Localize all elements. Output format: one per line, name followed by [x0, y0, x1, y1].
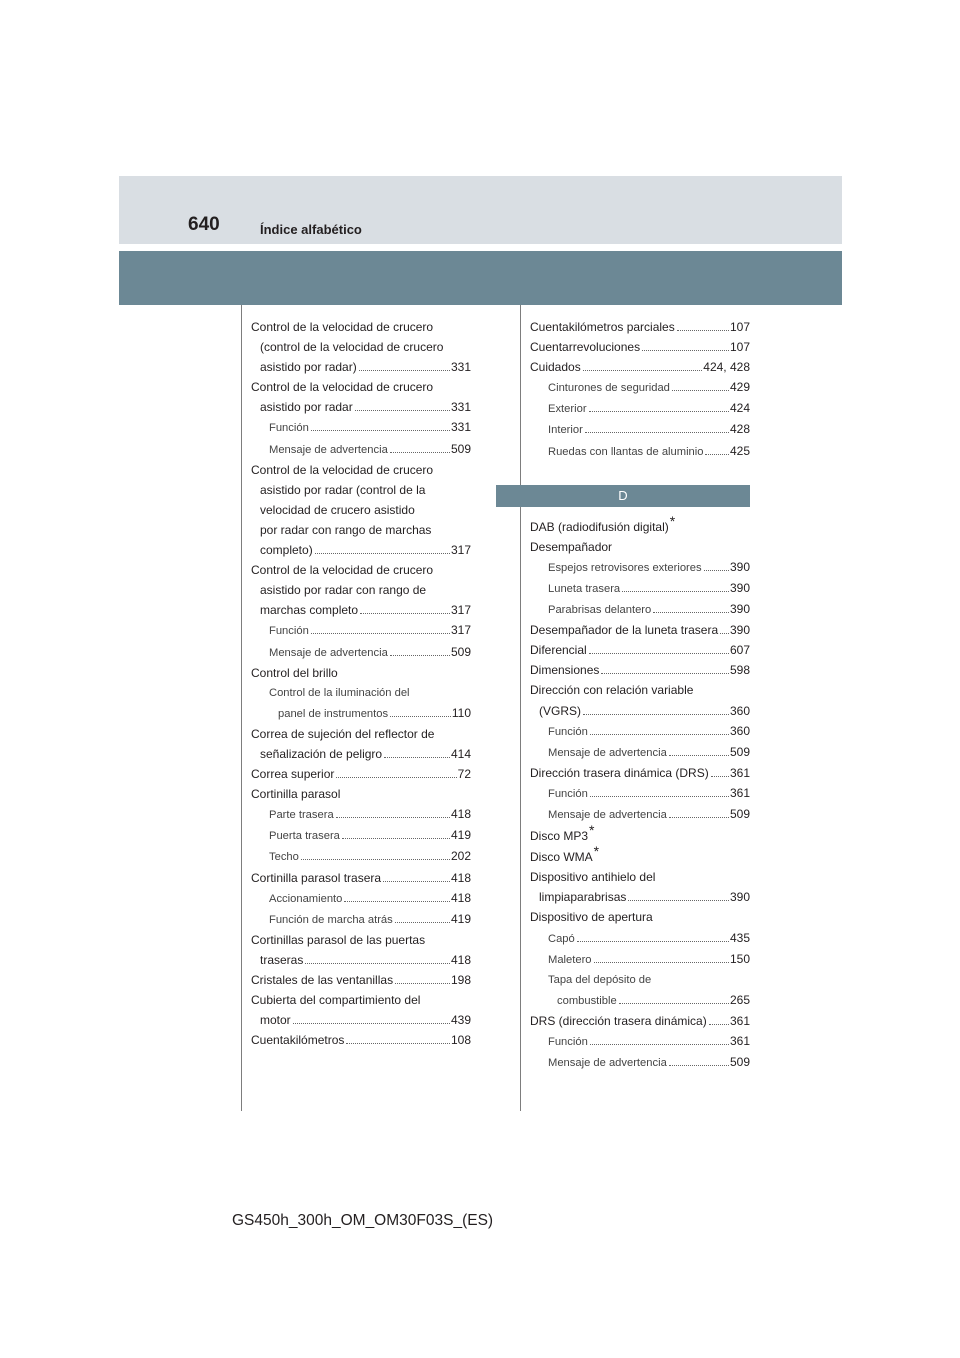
page-reference: 110	[451, 705, 471, 720]
index-subentry	[530, 377, 750, 398]
entry-text: Dispositivo de apertura	[530, 910, 653, 925]
entry-text: asistido por radar con rango de	[260, 583, 427, 598]
index-entry	[530, 843, 750, 867]
entry-text: completo)	[260, 543, 313, 558]
index-subentry	[530, 721, 750, 742]
entry-text: Cuentakilómetros	[251, 1033, 345, 1048]
dot-leader	[344, 901, 450, 902]
page-reference: 390	[729, 602, 750, 617]
entry-text: marchas completo	[260, 603, 359, 618]
page-reference: 317	[450, 603, 471, 618]
entry-text: DRS (dirección trasera dinámica)	[530, 1013, 707, 1028]
entry-text: traseras	[260, 952, 304, 967]
page-reference: 361	[729, 785, 750, 800]
page-reference: 317	[450, 543, 471, 558]
entry-text: Ruedas con llantas de aluminio	[548, 445, 704, 458]
page-reference: 429	[729, 380, 750, 395]
entry-text: Correa superior	[251, 767, 335, 782]
entry-text: asistido por radar)	[260, 360, 357, 375]
entry-text: Función de marcha atrás	[269, 913, 393, 926]
entry-text: Desempañador de la luneta trasera	[530, 623, 719, 638]
index-entry	[251, 784, 471, 804]
index-entry	[251, 1030, 471, 1050]
index-subentry	[251, 439, 471, 460]
dot-leader	[301, 859, 450, 860]
index-subentry	[251, 417, 471, 438]
page-reference: 331	[450, 420, 471, 435]
entry-text: velocidad de crucero asistido	[260, 502, 415, 517]
entry-text: Función	[548, 787, 588, 800]
dot-leader	[704, 570, 729, 571]
dot-leader	[590, 734, 729, 735]
page-reference: 418	[450, 890, 471, 905]
entry-text: Control de la velocidad de crucero	[251, 462, 434, 477]
index-entry	[530, 907, 750, 927]
dot-leader	[355, 410, 450, 411]
index-subentry	[530, 599, 750, 620]
page-reference: 265	[729, 992, 750, 1007]
entry-text: Mensaje de advertencia	[548, 808, 667, 821]
page-number: 640	[188, 214, 220, 235]
entry-text: Dimensiones	[530, 663, 600, 678]
dot-leader	[342, 838, 450, 839]
index-entry	[530, 640, 750, 660]
dot-leader	[395, 983, 450, 984]
index-column-left	[251, 317, 471, 1050]
entry-text: Control de la iluminación del	[269, 686, 410, 699]
page-reference: 108	[450, 1033, 471, 1048]
dot-leader	[384, 757, 450, 758]
entry-text: Tapa del depósito de	[548, 973, 652, 986]
dot-leader	[677, 330, 729, 331]
entry-text: Techo	[269, 851, 299, 864]
entry-text: Espejos retrovisores exteriores	[548, 561, 702, 574]
page-reference: 360	[729, 703, 750, 718]
index-entry	[251, 460, 471, 560]
page-reference: 390	[729, 580, 750, 595]
index-entry	[251, 764, 471, 784]
page-reference: 150	[729, 951, 750, 966]
page-reference: 435	[729, 930, 750, 945]
index-entry	[251, 990, 471, 1030]
page-reference: 419	[450, 911, 471, 926]
dot-leader	[628, 900, 729, 901]
index-entry	[530, 357, 750, 377]
entry-text: panel de instrumentos	[278, 707, 389, 720]
page-reference: 202	[450, 849, 471, 864]
entry-text: Función	[548, 1036, 588, 1048]
dot-leader	[346, 1043, 450, 1044]
dot-leader	[390, 452, 450, 453]
dot-leader	[711, 776, 729, 777]
index-entry	[251, 317, 471, 377]
page-reference: 424, 428	[703, 360, 750, 375]
page-reference: 428	[729, 422, 750, 437]
index-entry	[530, 867, 750, 907]
page-reference: 509	[729, 1055, 750, 1070]
dot-leader	[669, 755, 729, 756]
dot-leader	[311, 430, 450, 431]
index-subentry	[530, 557, 750, 578]
entry-text: Disco MP3	[530, 829, 589, 844]
entry-text: Control del brillo	[251, 665, 338, 680]
page-reference: 414	[450, 746, 471, 761]
entry-text: Función	[269, 422, 309, 435]
entry-text: Control de la velocidad de crucero	[251, 563, 434, 578]
entry-text: Disco WMA	[530, 850, 593, 865]
dot-leader	[594, 962, 729, 963]
entry-text: (control de la velocidad de crucero	[260, 340, 444, 355]
page-reference: 390	[729, 623, 750, 638]
entry-text: Mensaje de advertencia	[548, 1057, 667, 1070]
page-reference: 390	[729, 559, 750, 574]
entry-text: DAB (radiodifusión digital)	[530, 519, 669, 534]
dot-leader	[619, 1003, 729, 1004]
dot-leader	[590, 1044, 729, 1045]
middle-column-rule	[520, 305, 521, 1111]
index-entry	[251, 724, 471, 764]
page-reference: 107	[729, 320, 750, 334]
index-subentry	[251, 804, 471, 825]
dot-leader	[669, 817, 729, 818]
entry-text: Dispositivo antihielo del	[530, 870, 656, 885]
index-entry	[251, 930, 471, 970]
dot-leader	[590, 796, 729, 797]
dot-leader	[672, 390, 729, 391]
index-subentry	[530, 949, 750, 970]
entry-text: Mensaje de advertencia	[269, 646, 388, 659]
dot-leader	[622, 591, 729, 592]
entry-text: Capó	[548, 932, 575, 945]
dot-leader	[336, 777, 456, 778]
page-reference: 439	[450, 1013, 471, 1028]
index-entry	[251, 377, 471, 417]
page-reference: 425	[729, 443, 750, 458]
dot-leader	[585, 432, 729, 433]
entry-text: señalización de peligro	[260, 746, 383, 761]
dot-leader	[360, 613, 450, 614]
entry-text: Cortinillas parasol de las puertas	[251, 932, 426, 947]
dot-leader	[583, 714, 729, 715]
page-reference: 361	[729, 1013, 750, 1028]
entry-text: Parabrisas delantero	[548, 604, 652, 617]
entry-text: Puerta trasera	[269, 830, 340, 843]
entry-text: Mensaje de advertencia	[269, 443, 388, 456]
dot-leader	[642, 350, 729, 351]
page-reference: 198	[450, 973, 471, 987]
page-reference: 390	[729, 890, 750, 905]
entry-text: Maletero	[548, 953, 592, 966]
index-subentry	[530, 398, 750, 419]
dot-leader	[669, 1065, 729, 1066]
page-reference: 509	[450, 644, 471, 659]
index-subentry	[251, 909, 471, 930]
entry-text: Mensaje de advertencia	[548, 746, 667, 759]
entry-text: Desempañador	[530, 539, 613, 554]
dot-leader	[395, 922, 450, 923]
dot-leader	[583, 370, 703, 371]
index-entry	[530, 763, 750, 783]
page-reference: 317	[450, 623, 471, 638]
footnote-star: *	[593, 843, 600, 860]
index-entry	[251, 663, 471, 683]
dot-leader	[293, 1023, 450, 1024]
index-subentry	[530, 578, 750, 599]
index-entry	[530, 660, 750, 680]
index-entry	[530, 1011, 750, 1031]
page-reference: 360	[729, 723, 750, 738]
index-entry	[530, 680, 750, 720]
dot-leader	[589, 411, 729, 412]
index-column-right	[530, 317, 750, 1073]
entry-text: (VGRS)	[539, 703, 581, 718]
entry-text: Control de la velocidad de crucero	[251, 320, 434, 334]
index-subentry	[251, 825, 471, 846]
dot-leader	[705, 454, 728, 455]
entry-text: Dirección con relación variable	[530, 683, 694, 698]
index-entry	[530, 537, 750, 557]
page-reference: 107	[729, 340, 750, 355]
index-subentry	[251, 683, 471, 724]
entry-text: Control de la velocidad de crucero	[251, 380, 434, 395]
page-reference: 418	[450, 870, 471, 885]
page-reference: 361	[729, 1034, 750, 1048]
entry-text: Cuentarrevoluciones	[530, 340, 641, 355]
entry-text: Parte trasera	[269, 809, 334, 822]
document-code: GS450h_300h_OM_OM30F03S_(ES)	[232, 1212, 494, 1229]
page-reference: 331	[450, 360, 471, 375]
dot-leader	[577, 941, 729, 942]
page-reference: 419	[450, 828, 471, 843]
dot-leader	[390, 655, 450, 656]
page-reference: 418	[450, 952, 471, 967]
page-reference: 361	[729, 765, 750, 780]
entry-text: Cuentakilómetros parciales	[530, 320, 675, 334]
page-reference: 331	[450, 400, 471, 415]
section-letter-bar: D	[496, 485, 750, 507]
entry-text: por radar con rango de marchas	[260, 522, 432, 537]
dot-leader	[589, 653, 729, 654]
footnote-star: *	[589, 822, 595, 839]
page-reference: 418	[450, 807, 471, 822]
index-subentry	[530, 970, 750, 1011]
dot-leader	[311, 633, 450, 634]
entry-text: Luneta trasera	[548, 582, 621, 595]
dot-leader	[359, 370, 450, 371]
entry-text: limpiaparabrisas	[539, 890, 627, 905]
entry-text: Accionamiento	[269, 892, 343, 905]
entry-text: Cortinilla parasol trasera	[251, 870, 382, 885]
title-bar	[119, 251, 842, 305]
dot-leader	[305, 963, 450, 964]
dot-leader	[383, 881, 450, 882]
page-reference: 598	[729, 663, 750, 678]
page-reference: 72	[457, 767, 471, 782]
page-reference: 607	[729, 643, 750, 658]
index-entry	[251, 868, 471, 888]
entry-text: Función	[548, 725, 588, 738]
index-subentry	[530, 804, 750, 825]
index-subentry	[530, 1052, 750, 1073]
page-reference: 424	[729, 401, 750, 416]
index-subentry	[530, 1031, 750, 1052]
index-subentry	[530, 441, 750, 462]
page-reference: 509	[729, 744, 750, 759]
index-subentry	[251, 846, 471, 867]
index-entry	[530, 620, 750, 640]
entry-text: Cuidados	[530, 360, 581, 375]
dot-leader	[653, 612, 729, 613]
dot-leader	[709, 1024, 729, 1025]
section-title: Índice alfabético	[260, 222, 362, 237]
entry-text: Dirección trasera dinámica (DRS)	[530, 765, 709, 780]
entry-text: Correa de sujeción del reflector de	[251, 726, 435, 741]
index-entry	[530, 512, 750, 537]
footnote-star: *	[669, 512, 676, 529]
index-subentry	[251, 620, 471, 641]
index-subentry	[251, 888, 471, 909]
index-subentry	[530, 742, 750, 763]
dot-leader	[601, 673, 729, 674]
index-subentry	[530, 783, 750, 804]
entry-text: Diferencial	[530, 643, 587, 658]
entry-text: Cinturones de seguridad	[548, 382, 670, 395]
index-entry	[251, 970, 471, 990]
entry-text: motor	[260, 1013, 291, 1028]
entry-text: Función	[269, 625, 309, 638]
index-subentry	[530, 928, 750, 949]
dot-leader	[390, 716, 451, 717]
entry-text: Cubierta del compartimiento del	[251, 993, 421, 1008]
index-subentry	[251, 642, 471, 663]
entry-text: asistido por radar (control de la	[260, 482, 426, 497]
entry-text: Cortinilla parasol	[251, 787, 341, 802]
dot-leader	[720, 633, 729, 634]
index-subentry	[530, 419, 750, 440]
header-band	[119, 176, 842, 244]
entry-text: Exterior	[548, 403, 587, 416]
entry-text: Interior	[548, 424, 583, 437]
left-column-rule	[241, 305, 242, 1111]
entry-text: Cristales de las ventanillas	[251, 973, 394, 987]
page-reference: 509	[729, 806, 750, 821]
index-entry	[530, 822, 750, 846]
page-reference: 509	[450, 441, 471, 456]
index-entry	[530, 337, 750, 357]
dot-leader	[315, 553, 450, 554]
dot-leader	[336, 817, 450, 818]
entry-text: combustible	[557, 994, 617, 1007]
index-entry	[251, 560, 471, 620]
entry-text: asistido por radar	[260, 400, 353, 415]
index-entry	[530, 317, 750, 337]
